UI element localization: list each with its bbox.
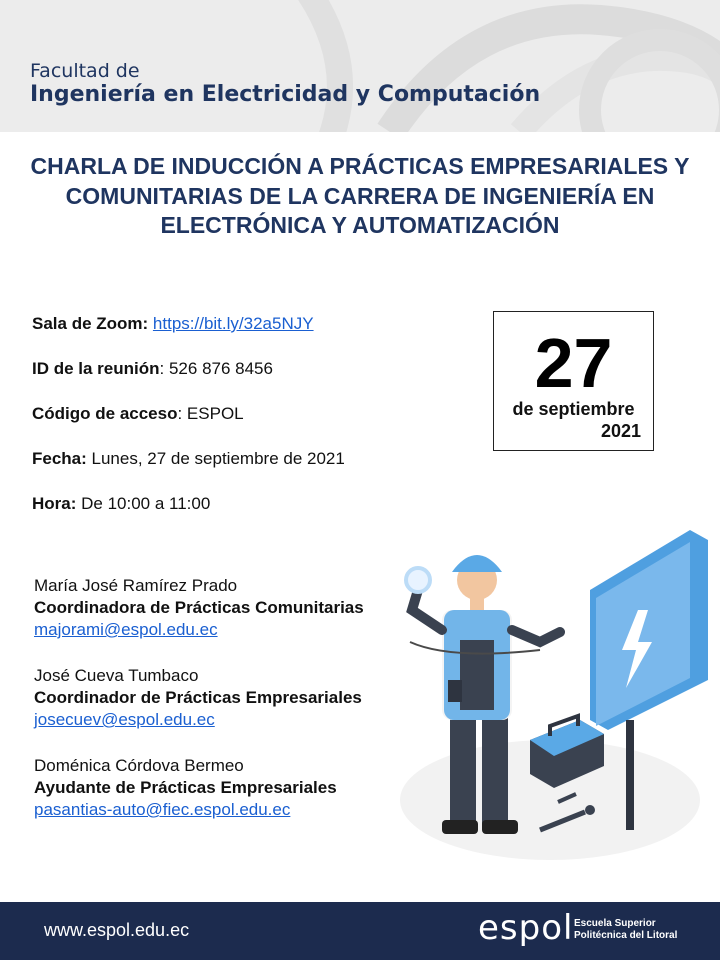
- meeting-id-row: [32, 359, 452, 404]
- access-code-label: Código de acceso: [32, 404, 178, 423]
- contact-card: [34, 575, 414, 665]
- date-box: [493, 311, 654, 451]
- header-banner: [0, 0, 720, 132]
- date-row: [32, 449, 452, 494]
- date-day: 27: [534, 324, 613, 402]
- institution-name: [574, 918, 677, 942]
- time-value: De 10:00 a 11:00: [76, 494, 211, 513]
- contact-card: [34, 755, 414, 845]
- faculty-line-2: Ingeniería en Electricidad y Computación: [30, 82, 541, 107]
- footer-bar: [0, 902, 720, 960]
- zoom-link[interactable]: https://bit.ly/32a5NJY: [152, 314, 314, 333]
- espol-logo: espol: [478, 908, 574, 948]
- zoom-row: [32, 314, 452, 359]
- website-link[interactable]: www.espol.edu.ec: [44, 920, 190, 940]
- access-code-row: [32, 404, 452, 449]
- electrician-illustration: [390, 530, 710, 870]
- contact-email[interactable]: pasantias-auto@fiec.espol.edu.ec: [34, 800, 291, 819]
- institution-line-1: Escuela Superior: [574, 918, 656, 929]
- title-line-3: ELECTRÓNICA Y AUTOMATIZACIÓN: [160, 212, 560, 238]
- meeting-id-label: ID de la reunión: [32, 359, 160, 378]
- contact-card: [34, 665, 414, 755]
- contact-email[interactable]: majorami@espol.edu.ec: [34, 620, 218, 639]
- contact-role: Ayudante de Prácticas Empresariales: [34, 778, 337, 797]
- contact-email[interactable]: josecuev@espol.edu.ec: [34, 710, 215, 729]
- contact-name: Doménica Córdova Bermeo: [34, 756, 244, 775]
- institution-line-2: Politécnica del Litoral: [574, 930, 678, 941]
- time-row: [32, 494, 452, 539]
- contact-role: Coordinadora de Prácticas Comunitarias: [34, 598, 364, 617]
- date-value: Lunes, 27 de septiembre de 2021: [86, 449, 345, 468]
- contact-name: José Cueva Tumbaco: [34, 666, 199, 685]
- title-line-2: COMUNITARIAS DE LA CARRERA DE INGENIERÍA EN: [65, 182, 655, 209]
- date-label: Fecha:: [32, 449, 87, 468]
- faculty-line-1: Facultad de: [30, 60, 140, 82]
- date-month: de septiembre: [512, 399, 635, 419]
- meeting-id-value: : 526 876 8456: [159, 359, 273, 378]
- contact-name: María José Ramírez Prado: [34, 576, 238, 595]
- time-label: Hora:: [32, 494, 77, 513]
- faculty-name: [30, 60, 540, 108]
- title-line-1: CHARLA DE INDUCCIÓN A PRÁCTICAS EMPRESARIALES Y: [30, 153, 690, 179]
- access-code-value: : ESPOL: [177, 404, 244, 423]
- event-info: [32, 314, 452, 539]
- zoom-label: Sala de Zoom:: [32, 314, 149, 333]
- contact-role: Coordinador de Prácticas Empresariales: [34, 688, 362, 707]
- contacts-list: [34, 575, 414, 845]
- date-year: 2021: [600, 421, 641, 441]
- event-title: [20, 152, 700, 241]
